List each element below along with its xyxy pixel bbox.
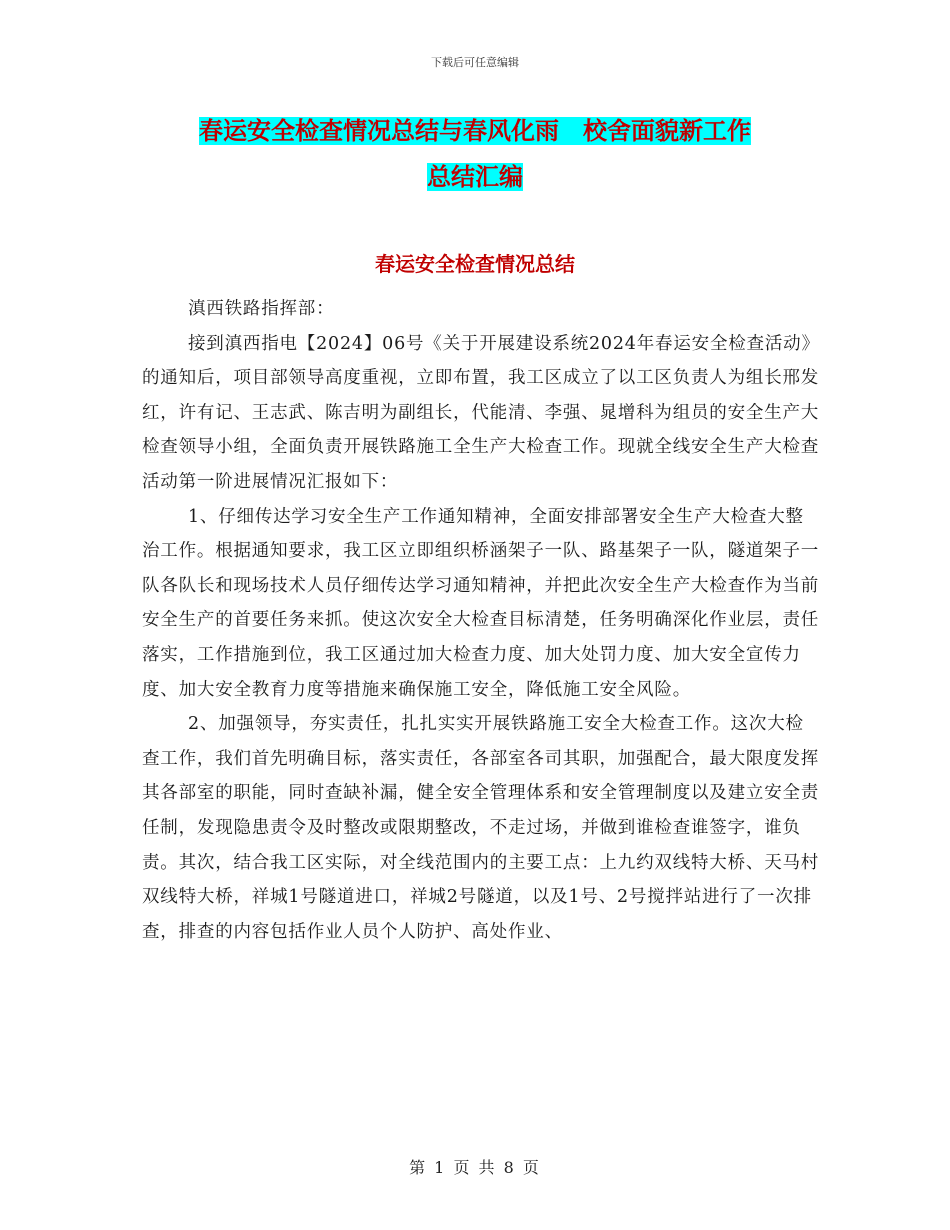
page-footer: 第 1 页 共 8 页 <box>409 1158 541 1177</box>
header-note: 下载后可任意编辑 <box>431 56 519 69</box>
section-title: 春运安全检查情况总结 <box>375 252 575 276</box>
document-title-line-1: 春运安全检查情况总结与春风化雨 校舍面貌新工作 <box>199 117 751 145</box>
paragraph-intro: 接到滇西指电【2024】06号《关于开展建设系统2024年春运安全检查活动》的通知后，项目部领导高度重视，立即布置，我工区成立了以工区负责人为组长邢发红，许有记、王志武、陈吉明为副组长，代能清、李强、晁增科为组员的安全生产大检查领导小组，全面负责开展铁路施工全生产大检查工作。现就全线安全生产大检查活动第一阶进展情况汇报如下： <box>142 333 820 492</box>
paragraph-item-1: 1、仔细传达学习安全生产工作通知精神，全面安排部署安全生产大检查大整治工作。根据通知要求，我工区立即组织桥涵架子一队、路基架子一队，隧道架子一队各队长和现场技术人员仔细传达学习通知精神，并把此次安全生产大检查作为当前安全生产的首要任务来抓。使这次安全大检查目标清楚，任务明确深化作业层，责任落实，工作措施到位，我工区通过加大检查力度、加大处罚力度、加大安全宣传力度、加大安全教育力度等措施来确保施工安全，降低施工安全风险。 <box>142 506 820 700</box>
paragraph-item-2: 2、加强领导，夯实责任，扎扎实实开展铁路施工安全大检查工作。这次大检查工作，我们首先明确目标，落实责任，各部室各司其职，加强配合，最大限度发挥其各部室的职能，同时查缺补漏，健全安全管理体系和安全管理制度以及建立安全责任制，发现隐患责令及时整改或限期整改，不走过场，并做到谁检查谁签字，谁负责。其次，结合我工区实际，对全线范围内的主要工点：上九约双线特大桥、天马村双线特大桥，祥城1号隧道进口，祥城2号隧道，以及1号、2号搅拌站进行了一次排查，排查的内容包括作业人员个人防护、高处作业、 <box>142 714 820 942</box>
document-body <box>142 292 822 949</box>
document-title-line-2: 总结汇编 <box>427 163 523 191</box>
document-title <box>150 108 800 200</box>
salutation: 滇西铁路指挥部： <box>188 299 335 319</box>
